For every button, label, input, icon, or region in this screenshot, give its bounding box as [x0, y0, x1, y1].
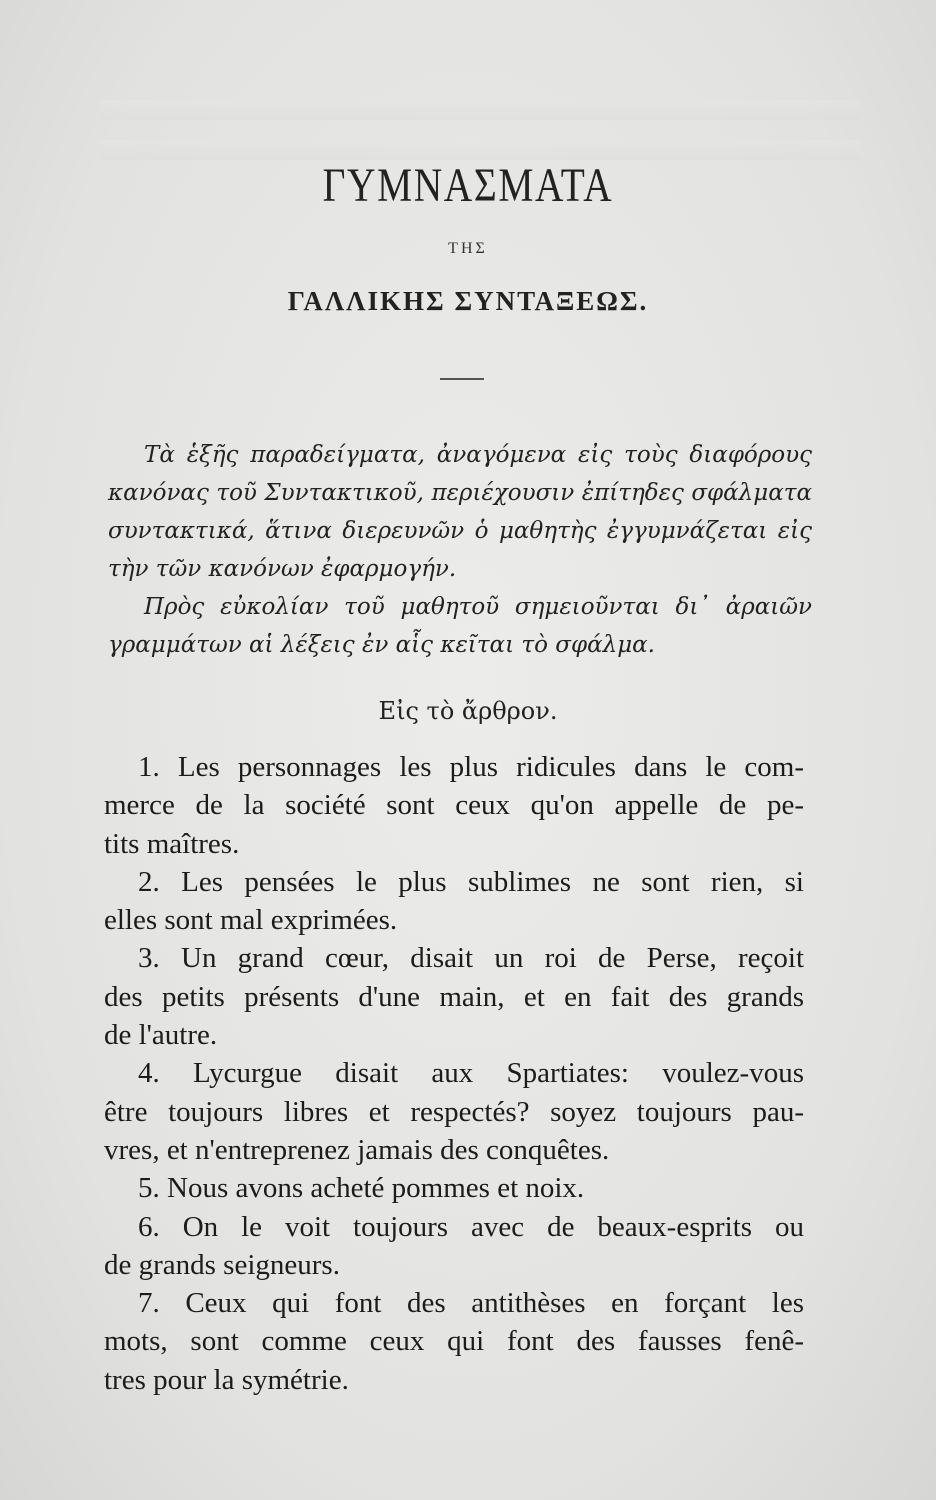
- intro-line: συντακτικά, ἅτινα διερευνῶν ὁ μαθητὴς ἐγγυμνάζεται εἰς: [108, 518, 812, 544]
- divider-rule: [440, 378, 484, 380]
- exercise-line: 6. On le voit toujours avec de beaux-esprits ou: [138, 1210, 804, 1243]
- intro-line: κανόνας τοῦ Συντακτικοῦ, περιέχουσιν ἐπίτηδες σφάλματα: [108, 480, 812, 506]
- exercise-item: [104, 863, 804, 940]
- exercise-line: 2. Les pensées le plus sublimes ne sont rien, si: [138, 865, 804, 898]
- exercise-item: [104, 1284, 804, 1399]
- intro-line: Πρὸς εὐκολίαν τοῦ μαθητοῦ σημειοῦνται δι᾽ ἀραιῶν: [144, 594, 812, 620]
- intro-line: τὴν τῶν κανόνων ἐφαρμογήν.: [108, 556, 457, 582]
- exercise-item: [104, 1208, 804, 1285]
- exercise-line: de grands seigneurs.: [104, 1248, 340, 1281]
- page-subtitle: ΓΑΛΛΙΚΗΣ ΣΥΝΤΑΞΕΩΣ.: [287, 286, 649, 316]
- exercise-line: 7. Ceux qui font des antithèses en forçant les: [138, 1287, 804, 1320]
- intro-line: Τὰ ἑξῆς παραδείγματα, ἀναγόμενα εἰς τοὺς διαφόρους: [144, 442, 812, 468]
- page-title: ΓΥΜΝΑΣΜΑΤΑ: [322, 159, 614, 212]
- bleed-through-shadow: [100, 100, 860, 120]
- exercise-line: merce de la société sont ceux qu'on appelle de pe-: [104, 789, 804, 822]
- bleed-through-shadow: [100, 140, 860, 160]
- exercise-line: des petits présents d'une main, et en fait des grands: [104, 980, 804, 1013]
- intro-paragraph: [108, 436, 812, 664]
- exercise-line: 4. Lycurgue disait aux Spartiates: voulez-vous: [138, 1057, 804, 1090]
- exercise-line: vres, et n'entreprenez jamais des conquêtes.: [104, 1133, 610, 1166]
- intro-line: γραμμάτων αἱ λέξεις ἐν αἷς κεῖται τὸ σφάλμα.: [108, 632, 655, 658]
- exercise-item: [104, 1054, 804, 1169]
- exercise-item: [104, 939, 804, 1054]
- exercise-line: 5. Nous avons acheté pommes et noix.: [138, 1172, 585, 1205]
- exercise-line: tits maîtres.: [104, 827, 240, 860]
- exercise-line: elles sont mal exprimées.: [104, 904, 398, 937]
- exercise-list: [104, 748, 804, 1399]
- exercise-line: 1. Les personnages les plus ridicules dans le com-: [138, 751, 804, 783]
- exercise-line: être toujours libres et respectés? soyez toujours pau-: [104, 1095, 804, 1128]
- exercise-line: mots, sont comme ceux qui font des fausses fenê-: [104, 1325, 804, 1358]
- title-connector: ΤΗΣ: [448, 240, 488, 257]
- exercise-line: tres pour la symétrie.: [104, 1363, 349, 1396]
- exercise-item: [104, 1169, 804, 1207]
- exercise-item: [104, 748, 804, 863]
- exercise-line: de l'autre.: [104, 1019, 218, 1052]
- section-heading: Εἰς τὸ ἄρθρον.: [378, 697, 558, 725]
- exercise-line: 3. Un grand cœur, disait un roi de Perse, reçoit: [138, 942, 804, 975]
